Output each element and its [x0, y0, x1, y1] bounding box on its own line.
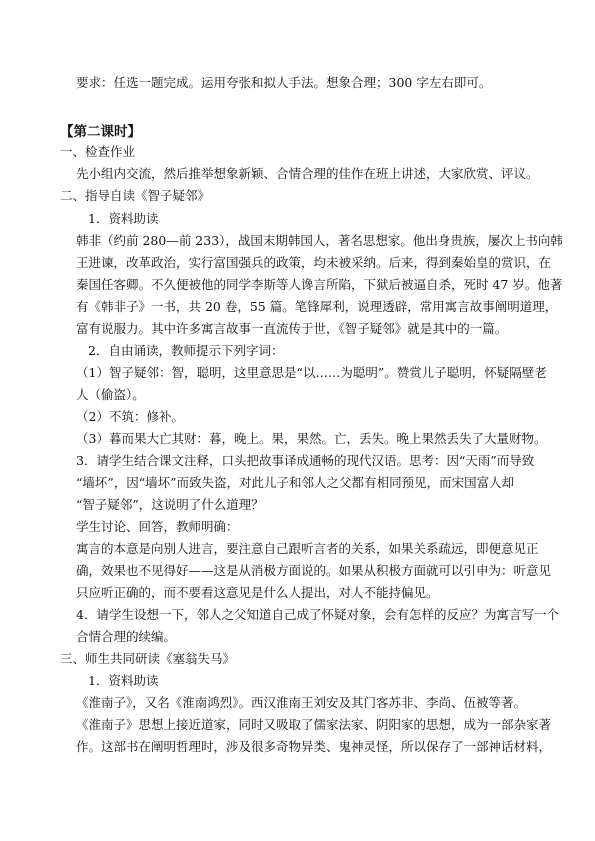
heading-check-homework: 一、检查作业	[60, 144, 136, 159]
bio-line: 有《韩非子》一书，共 20 卷，55 篇。笔锋犀利，说理透辟，常用寓言故事阐明道理，	[76, 299, 558, 314]
paragraph-text: 《淮南子》思想上接近道家，同时又吸取了儒家法家、阴阳家的思想，成为一部杂家著	[76, 717, 552, 732]
word-note: 人（偷盗）。	[76, 387, 145, 402]
bio-line: 秦国任客卿。不久便被他的同学李斯等人谗言所陷，下狱后被逼自杀，死时 47 岁。他著	[76, 277, 563, 292]
heading-joint-reading: 三、师生共同研读《塞翁失马》	[60, 651, 236, 666]
explanation-line: 确，效果也不见得好——这是从消极方面说的。如果从积极方面就可以引申为：听意见	[76, 563, 552, 578]
question-line: 合情合理的续编。	[76, 629, 177, 644]
question-line: “智子疑邻”，这说明了什么道理？	[76, 497, 264, 512]
word-note: （3）暮而果大亡其财：暮，晚上。果，果然。亡，丢失。晚上果然丢失了大量财物。	[76, 431, 547, 446]
explanation-line: 寓言的本意是向别人进言，要注意自己跟听言者的关系，如果关系疏远，即便意见正	[76, 541, 539, 556]
section-title: 【第二课时】	[60, 124, 141, 140]
paragraph-text: 作。这部书在阐明哲理时，涉及很多奇物异类、鬼神灵怪，所以保存了一部神话材料，	[76, 739, 552, 754]
paragraph-text: 先小组内交流，然后推举想象新颖、合情合理的佳作在班上讲述，大家欣赏、评议。	[76, 166, 539, 181]
heading-guided-reading: 二、指导自读《智子疑邻》	[60, 188, 211, 203]
question-line: 3．请学生结合课文注释，口头把故事译成通畅的现代汉语。思考：因“天雨”而导致	[76, 453, 535, 468]
bio-line: 韩非（约前 280—前 233），战国末期韩国人，著名思想家。他出身贵族，屡次上书向韩	[76, 233, 563, 248]
bio-line: 富有说服力。其中许多寓言故事一直流传于世，《智子疑邻》就是其中的一篇。	[76, 321, 508, 336]
subheading-reference: 1．资料助读	[88, 673, 159, 688]
paragraph-text: 《淮南子》，又名《淮南鸿烈》。西汉淮南王刘安及其门客苏非、李尚、伍被等著。	[76, 695, 527, 710]
question-line: “墙坏”，因“墙坏”而致失盗，对此儿子和邻人之父都有相同预见，而宋国富人却	[76, 475, 515, 490]
word-note: （2）不筑：修补。	[76, 409, 184, 424]
question-line: 4．请学生设想一下，邻人之父知道自己成了怀疑对象，会有怎样的反应？为寓言写一个	[76, 607, 559, 622]
bio-line: 王进谏，改革政治，实行富国强兵的政策，均未被采纳。后来，得到秦始皇的赏识，在	[76, 255, 552, 270]
requirement-text: 要求：任选一题完成。运用夸张和拟人手法。想象合理；300 字左右即可。	[76, 75, 492, 90]
explanation-line: 只应听正确的，而不要看这意见是什么人提出，对人不能持偏见。	[76, 585, 439, 600]
subheading-recite: 2．自由诵读，教师提示下列字词：	[88, 343, 284, 358]
subheading-reference: 1．资料助读	[88, 211, 159, 226]
discussion-note: 学生讨论、回答，教师明确：	[76, 519, 239, 534]
word-note: （1）智子疑邻：智，聪明，这里意思是“以……为聪明”。赞赏儿子聪明，怀疑隔壁老	[76, 365, 547, 380]
